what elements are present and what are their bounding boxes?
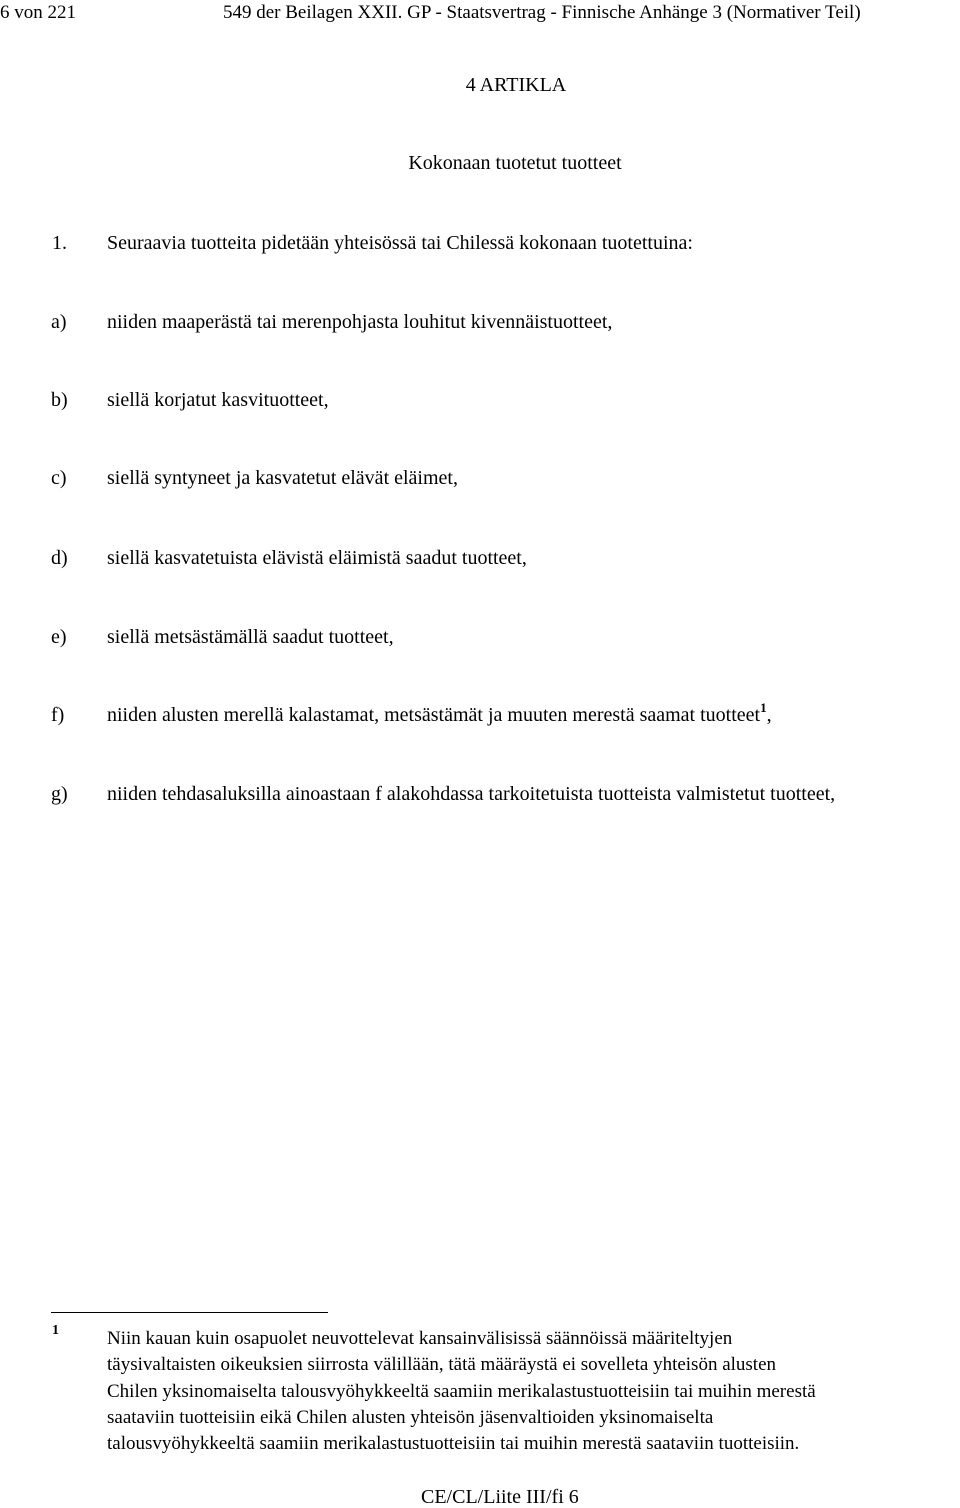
item-text: niiden tehdasaluksilla ainoastaan f alakohdassa tarkoitetuista tuotteista valmistetut tuotteet, xyxy=(107,783,836,805)
footnote-marker: 1 xyxy=(52,1323,59,1338)
item-label: f) xyxy=(51,704,65,726)
item-text: niiden alusten merellä kalastamat, metsästämät ja muuten merestä saamat tuotteet xyxy=(107,704,761,726)
item-label: d) xyxy=(51,547,68,569)
footnote-separator xyxy=(51,1312,328,1313)
footnote-reference: 1 xyxy=(760,700,767,715)
footnote-line: Chilen yksinomaiselta talousvyöhykkeeltä saamiin merikalastustuotteisiin tai muihin merestä xyxy=(107,1381,816,1402)
paragraph-text: Seuraavia tuotteita pidetään yhteisössä tai Chilessä kokonaan tuotettuina: xyxy=(107,232,693,254)
running-title: 549 der Beilagen XXII. GP - Staatsvertrag - Finnische Anhänge 3 (Normativer Teil) xyxy=(223,2,861,23)
item-label: g) xyxy=(51,783,68,805)
footnote-line: talousvyöhykkeeltä saamiin merikalastustuotteisiin tai muihin merestä saataviin tuotteisiin. xyxy=(107,1433,800,1454)
footnote-line: täysivaltaisten oikeuksien siirrosta välillään, tätä määräystä ei sovelleta yhteisön alusten xyxy=(107,1354,777,1375)
footnote-line: saataviin tuotteisiin eikä Chilen alusten yhteisön jäsenvaltioiden yksinomaiselta xyxy=(107,1407,714,1428)
item-text: niiden maaperästä tai merenpohjasta louhitut kivennäistuotteet, xyxy=(107,311,613,333)
item-label: c) xyxy=(51,467,67,489)
article-heading: 4 ARTIKLA xyxy=(465,74,567,96)
item-text: siellä kasvatetuista elävistä eläimistä saadut tuotteet, xyxy=(107,547,527,569)
paragraph-number: 1. xyxy=(52,232,67,254)
item-label: e) xyxy=(51,626,67,648)
item-label: b) xyxy=(51,389,68,411)
item-text: siellä metsästämällä saadut tuotteet, xyxy=(107,626,394,648)
page-number: 6 von 221 xyxy=(0,2,76,23)
item-text-suffix: , xyxy=(766,704,772,726)
item-label: a) xyxy=(51,311,67,333)
document-reference: CE/CL/Liite III/fi 6 xyxy=(421,1486,579,1508)
footnote-line: Niin kauan kuin osapuolet neuvottelevat kansainvälisissä säännöissä määriteltyjen xyxy=(107,1328,733,1349)
item-text: siellä syntyneet ja kasvatetut elävät eläimet, xyxy=(107,467,458,489)
item-text: siellä korjatut kasvituotteet, xyxy=(107,389,329,411)
article-subheading: Kokonaan tuotetut tuotteet xyxy=(408,152,622,174)
item-text-with-footnote xyxy=(107,700,772,728)
